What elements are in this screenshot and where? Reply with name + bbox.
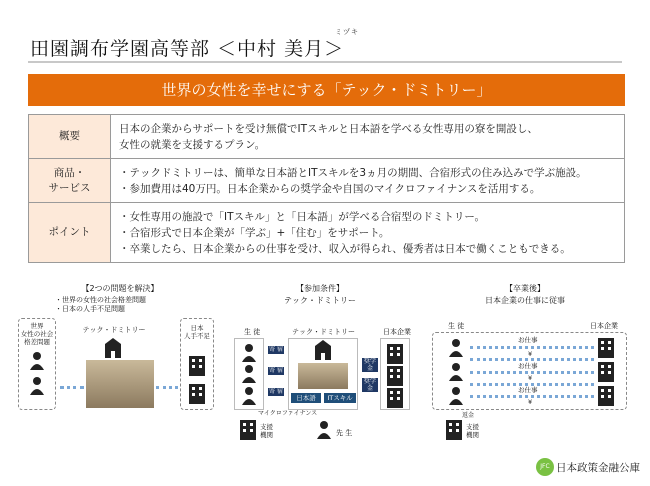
companies-label: 日本企業 — [383, 328, 411, 336]
yen-label: ¥ — [528, 398, 533, 406]
person-icon — [448, 338, 464, 357]
building-icon — [598, 362, 614, 382]
building-icon — [189, 384, 205, 404]
diagram3-heading: 【卒業後】 — [505, 284, 545, 293]
diagram2-subheading: テック・ドミトリー — [284, 296, 356, 305]
dorm-label: テック・ドミトリー — [292, 328, 355, 336]
work-label: お仕事 — [518, 362, 538, 370]
support-org-label: 支援 機関 — [260, 423, 273, 439]
row-label-overview: 概要 — [29, 115, 111, 159]
building-icon — [387, 388, 403, 408]
bullet: ・日本の人手不足問題 — [55, 305, 125, 313]
text-line: 女性の就業を支援するプラン。 — [119, 138, 266, 151]
dorm-label: テック・ドミトリー — [82, 326, 146, 334]
building-icon — [315, 340, 331, 360]
row-value-overview — [111, 115, 625, 159]
building-icon — [446, 420, 462, 440]
world-women-label: 世界 女性の社会 格差問題 — [20, 322, 54, 346]
repay-label: 返金 — [462, 412, 475, 419]
person-icon — [448, 386, 464, 405]
work-arrow — [470, 346, 594, 349]
person-icon — [241, 343, 257, 362]
table-row — [29, 159, 625, 203]
students-label: 生 徒 — [448, 322, 465, 330]
diagram1-bullets — [55, 296, 146, 314]
page-title: 田園調布学園高等部 ＜中村 美月＞ — [30, 38, 345, 60]
person-icon — [241, 364, 257, 383]
building-icon — [387, 366, 403, 386]
japan-label: 日本 人手不足 — [184, 324, 210, 340]
companies-label: 日本企業 — [590, 322, 618, 330]
boarding-tag: 寄 宿 — [269, 388, 283, 395]
work-label: お仕事 — [518, 386, 538, 394]
boarding-tag: 寄 宿 — [269, 367, 283, 374]
diagram1-heading: 【2つの問題を解決】 — [81, 284, 159, 293]
row-label-product: 商品・ サービス — [29, 159, 111, 203]
teacher-icon — [316, 420, 332, 439]
row-value-product — [111, 159, 625, 203]
arrow-right — [156, 386, 178, 389]
boarding-tag: 寄 宿 — [269, 346, 283, 353]
row-label-points: ポイント — [29, 203, 111, 263]
pay-arrow — [470, 358, 594, 361]
work-label: お仕事 — [518, 336, 538, 344]
text-line: 日本の企業からサポートを受け無償でITスキルと日本語を学べる女性専用の寮を開設し、 — [119, 122, 538, 135]
text-line: ・参加費用は40万円。日本企業からの奨学金や自国のマイクロファイナンスを活用する。 — [119, 182, 541, 195]
building-icon — [240, 420, 256, 440]
text-line: ・卒業したら、日本企業からの仕事を受け、収入が得られ、優秀者は日本で働くこともできる。 — [119, 242, 571, 255]
building-icon — [387, 344, 403, 364]
dorm-photo — [86, 360, 154, 408]
text-line: ・女性専用の施設で「ITスキル」と「日本語」が学べる合宿型のドミトリー。 — [119, 210, 485, 223]
person-icon — [29, 351, 45, 370]
plan-banner: 世界の女性を幸せにする「テック・ドミトリー」 — [28, 74, 625, 106]
japanese-pill: 日本語 — [291, 393, 321, 403]
arrow-left — [60, 386, 84, 389]
person-icon — [29, 376, 45, 395]
microfinance-label: マイクロファイナンス — [258, 410, 318, 417]
teacher-label: 先 生 — [336, 429, 353, 437]
building-icon — [105, 338, 121, 358]
person-icon — [241, 386, 257, 405]
row-value-points — [111, 203, 625, 263]
text-line: ・テックドミトリーは、簡単な日本語とITスキルを3ヵ月の期間、合宿形式の住み込みで学ぶ施設。 — [119, 166, 587, 179]
title-divider — [28, 61, 622, 63]
bullet: ・世界の女性の社会格差問題 — [55, 296, 146, 304]
building-icon — [598, 338, 614, 358]
building-icon — [189, 356, 205, 376]
name-ruby: ミヅキ — [335, 28, 359, 36]
text-line: ・合宿形式で日本企業が「学ぶ」+「住む」をサポート。 — [119, 226, 390, 239]
yen-label: ¥ — [528, 374, 533, 382]
dorm-header — [66, 326, 162, 334]
diagram3-subheading: 日本企業の仕事に従事 — [485, 296, 565, 305]
jfc-logo: JFC — [536, 458, 554, 476]
diagram2-heading: 【参加条件】 — [296, 284, 344, 293]
table-row — [29, 203, 625, 263]
person-icon — [448, 362, 464, 381]
scholarship-tag: 奨学金 — [363, 378, 376, 392]
table-row — [29, 115, 625, 159]
plan-table — [28, 114, 625, 263]
building-icon — [598, 386, 614, 406]
yen-label: ¥ — [528, 350, 533, 358]
it-skill-pill: ITスキル — [324, 393, 356, 403]
scholarship-tag: 奨学金 — [363, 358, 376, 372]
support-org-label: 支援 機関 — [466, 423, 479, 439]
dorm-photo — [298, 363, 348, 389]
org-name: 日本政策金融公庫 — [556, 462, 640, 474]
students-label: 生 徒 — [244, 328, 261, 336]
